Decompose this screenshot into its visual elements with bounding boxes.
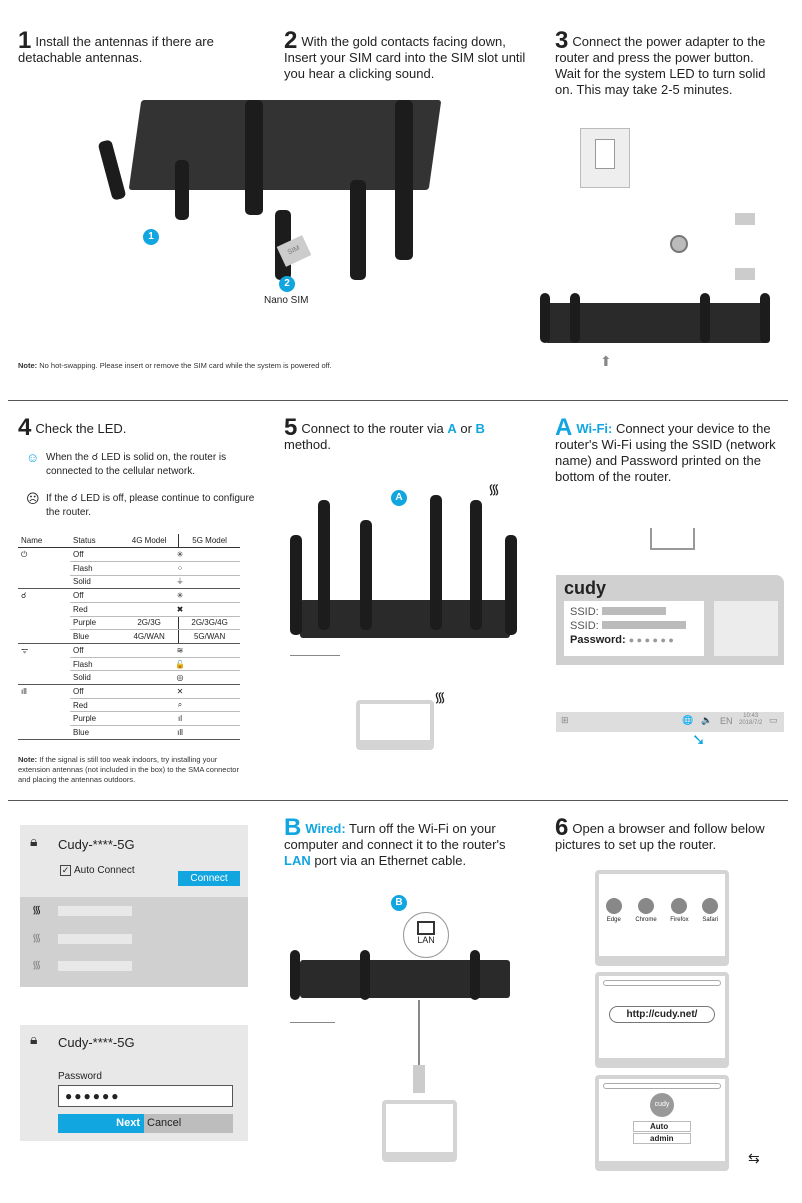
cell-g4: ıl [120,712,240,726]
table-row [18,602,240,616]
table-row [18,616,240,630]
cell-g4: ⁘ [120,561,240,575]
cell-status: Red [70,602,120,616]
cell-status: Solid [70,575,120,589]
note-signal: Note: If the signal is still too weak indoors, try installing your extension antennas (not included in the box) to the SMA connector and placing the antennas outdoors. [18,755,239,784]
mode-select[interactable]: Auto [633,1121,691,1132]
divider [8,800,788,801]
step-number: 1 [18,27,32,54]
cell-name: ıll [21,687,27,697]
network-item[interactable] [58,934,132,944]
cell-g4: 🔓 [120,657,240,671]
cell-name [18,712,70,726]
other-networks-list [20,897,248,987]
step-text: Open a browser and follow below pictures to set up the router. [555,821,765,852]
cell-name [18,671,70,685]
wifi-icon: ᯾ [32,932,42,944]
laptop-browsers [595,870,729,966]
table-header [18,534,240,548]
router-front-illustration [290,495,530,665]
step-4 [18,414,127,441]
step-number: 6 [555,814,569,841]
browser-firefox[interactable] [670,898,688,923]
cell-status: Off [70,644,120,658]
password-label: Password [58,1071,102,1082]
table-row [18,644,240,658]
browser-edge[interactable] [606,898,622,923]
table-row [18,589,240,603]
router-bottom-icon [650,528,695,550]
step-text: With the gold contacts facing down, Insert your SIM card into the SIM slot until you hear a clicking sound. [284,34,526,81]
connect-button[interactable]: Connect [178,871,240,886]
password-dots: ● ● ● ● ● ● [628,635,674,645]
ssid-label: SSID: [570,606,599,618]
cell-status: Purple [70,712,120,726]
table-row [18,712,240,726]
turn-page-icon[interactable]: ⇆ [748,1150,760,1166]
router-front-illustration [290,950,530,1010]
step-a-wifi: A Wi-Fi: Connect your device to the router's Wi-Fi using the SSID (network name) and Password printed on the bottom of the router. [555,414,776,484]
led-off-hint: ☹ If the ☌ LED is off, please continue to configure the router. [26,491,255,518]
cursor-arrow-icon: ➘ [692,732,706,749]
step-text: Connect the power adapter to the router and press the power button. Wait for the system LED to turn solid on. This may take 2-5 minutes. [555,34,766,97]
router-back-illustration [95,100,475,290]
wifi-signal-icon: ᯾ [434,689,446,705]
windows-start-icon[interactable]: ⊞ [561,715,569,725]
sad-icon: ☹ [26,491,40,506]
laptop-login [595,1075,729,1171]
header-name: Name [18,534,70,548]
ethernet-cable [418,1000,420,1065]
cellular-led-icon: ☌ [91,452,99,463]
header-status: Status [70,534,120,548]
network-globe-icon[interactable]: 🌐 [682,715,694,725]
cell-name [18,561,70,575]
cell-name [18,630,70,644]
browser-icon [671,898,687,914]
ethernet-plug [413,1065,425,1093]
sim-card: SIM [277,235,312,267]
cell-g4: ≋ [120,644,240,658]
cell-status: Red [70,698,120,712]
laptop-illustration [382,1100,457,1162]
wifi-connect-panel [20,825,248,987]
wifi-icon: ᯾ [32,959,42,971]
arrow-up-icon: ⬆ [600,353,612,369]
network-item[interactable] [58,961,132,971]
laptop-url [595,972,729,1068]
auto-connect-checkbox[interactable]: ✓ Auto Connect [61,865,135,876]
step-number: 5 [284,414,298,441]
divider [8,400,788,401]
browser-icon [638,898,654,914]
cell-g4: ✕ [120,685,240,699]
cell-g4: 4G/WAN [120,630,179,644]
badge-1: 1 [143,229,159,245]
table-row [18,561,240,575]
table-row [18,671,240,685]
step-1 [18,27,268,66]
next-button[interactable]: Next [58,1114,144,1133]
cell-status: Purple [70,616,120,630]
cell-name [18,575,70,589]
led-solid-hint: ☺ When the ☌ LED is solid on, the router is connected to the cellular network. [26,450,227,477]
cell-g4: ✳ [120,548,240,562]
table-row [18,548,240,562]
table-row [18,657,240,671]
cell-g4: ◎ [120,671,240,685]
cell-status: Flash [70,657,120,671]
step-6 [555,814,785,853]
step-3 [555,27,775,98]
wifi-signal-icon: ᯾ [488,481,500,497]
cell-status: Flash [70,561,120,575]
wifi-ssid: Cudy-****-5G [58,1035,135,1050]
cell-name [18,602,70,616]
cell-g5: 5G/WAN [179,630,240,644]
header-5g: 5G Model [179,534,240,548]
cudy-logo: cudy [564,578,607,598]
lan-port-callout: LAN [403,912,449,958]
step-b-wired: B Wired: Turn off the Wi-Fi on your computer and connect it to the router's LAN port via an Ethernet cable. [284,814,506,868]
nano-sim-label: Nano SIM [264,295,309,306]
cell-name [18,698,70,712]
wifi-lock-icon: 🔒︎ [30,833,38,849]
cell-g4: ✖ [120,602,240,616]
cell-status: Off [70,548,120,562]
router-label [556,575,784,665]
smile-icon: ☺ [26,450,40,465]
cancel-button[interactable]: Cancel [144,1114,233,1133]
cell-g4: ⏚ [120,575,240,589]
cudy-logo: cudy [650,1093,674,1117]
cell-status: Off [70,589,120,603]
wifi-ssid: Cudy-****-5G [58,837,135,852]
table-row [18,726,240,740]
cell-name [18,616,70,630]
clock[interactable]: 10:43 2018/7/2 [739,713,763,726]
table-row [18,575,240,589]
browser-label: Edge [606,917,621,923]
header-4g: 4G Model [120,534,179,548]
cell-status: Blue [70,630,120,644]
network-item[interactable] [58,906,132,916]
step-5: 5 Connect to the router via A or B method. [284,414,485,452]
wifi-lock-icon: 🔒︎ [30,1031,38,1047]
power-illustration [540,128,790,373]
browser-label: Firefox [670,917,689,923]
cell-status: Off [70,685,120,699]
browser-safari[interactable] [702,898,718,923]
cell-name: ᯤ [21,646,29,656]
cellular-led-icon: ☌ [71,493,78,504]
password-input[interactable]: admin [633,1133,691,1144]
step-number: 3 [555,27,569,54]
checkbox-checked-icon: ✓ [61,865,70,875]
step-text: Check the LED. [35,421,127,436]
note-hot-swap: Note: No hot-swapping. Please insert or remove the SIM card while the system is powered off. [18,361,332,370]
language-indicator[interactable]: EN [720,716,733,726]
step-text: Install the antennas if there are detachable antennas. [18,34,214,65]
power-button-icon [670,235,688,253]
table-row [18,685,240,699]
cell-name: ☌ [21,591,27,601]
step-2 [284,27,534,82]
cell-g5: 2G/3G/4G [179,616,240,630]
badge-a: A [391,490,407,506]
wifi-icon: ᯾ [32,904,42,916]
volume-icon[interactable]: 🔈 [701,715,713,725]
cell-name [18,726,70,740]
taskbar [556,712,784,732]
laptop-illustration [356,700,434,750]
password-label: Password: [570,634,626,646]
cell-g4: 2G/3G [120,616,179,630]
cell-g4: ✳ [120,589,240,603]
led-status-table [18,534,240,740]
browser-icon [606,898,622,914]
badge-b: B [391,895,407,911]
wifi-password-panel [20,1025,248,1141]
password-input[interactable]: ●●●●●● [58,1085,233,1107]
cell-status: Solid [70,671,120,685]
cell-status: Blue [70,726,120,740]
badge-2: 2 [279,276,295,292]
browser-icon [702,898,718,914]
cell-g4: ⌕ [120,698,240,712]
url-callout[interactable]: http://cudy.net/ [609,1006,715,1023]
table-row [18,630,240,644]
ssid-label: SSID: [570,620,599,632]
cell-name [18,657,70,671]
notification-icon[interactable]: ▭ [769,715,778,725]
wall-outlet [580,128,630,188]
step-number: 2 [284,27,298,54]
browser-chrome[interactable] [635,898,656,923]
browser-label: Chrome [635,917,657,923]
cell-name: ⏻ [21,549,28,559]
cell-g4: ıll [120,726,240,740]
browser-label: Safari [702,917,719,923]
step-number: 4 [18,414,32,441]
table-row [18,698,240,712]
